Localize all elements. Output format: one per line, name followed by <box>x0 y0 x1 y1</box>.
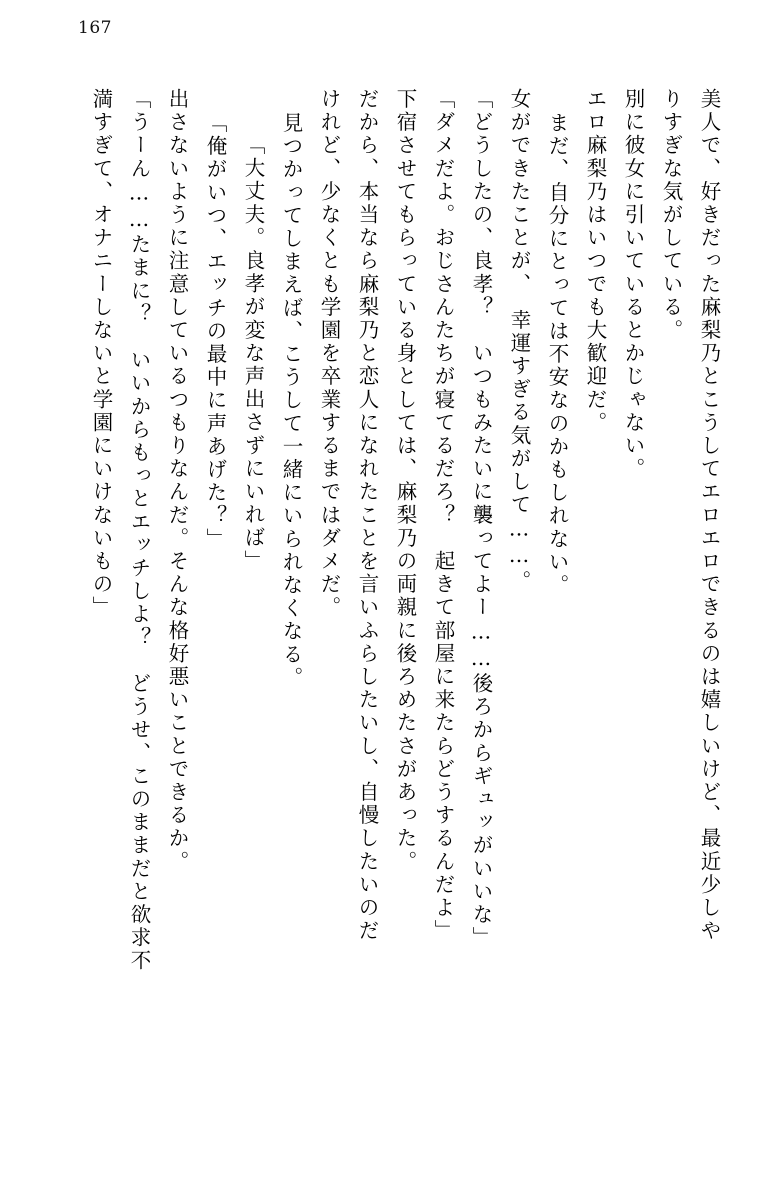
text-line: 満すぎて、オナニーしないと学園にいけないもの」 <box>89 88 113 620</box>
text-line: 「ダメだよ。おじさんたちが寝てるだろ？ 起きて部屋に来たらどうするんだよ」 <box>431 88 455 943</box>
vertical-text-body <box>44 88 728 1160</box>
text-line: 「大丈夫。良孝が変な声出さずにいれば」 <box>241 134 265 573</box>
text-line: 出さないように注意しているつもりなんだ。そんな格好悪いことできるか。 <box>165 88 189 874</box>
text-line: 「俺がいつ、エッチの最中に声あげた？」 <box>203 112 227 551</box>
text-line: りすぎな気がしている。 <box>659 88 683 343</box>
text-line: 「どうしたの、良孝？ いつもみたいに襲ってよー……後ろからギュッがいいな」 <box>469 88 493 950</box>
text-line: 女ができたことが、 幸運すぎる気がして……。 <box>507 88 531 593</box>
text-line: 見つかってしまえば、こうして一緒にいられなくなる。 <box>279 112 303 690</box>
text-line: 美人で、好きだった麻梨乃とこうしてエロエロできるのは嬉しいけど、最近少しや <box>697 88 721 943</box>
text-line: けれど、少なくとも学園を卒業するまではダメだ。 <box>317 88 341 620</box>
text-line: エロ麻梨乃はいつでも大歓迎だ。 <box>583 88 607 435</box>
text-line: 下宿させてもらっている身としては、麻梨乃の両親に後ろめたさがあった。 <box>393 88 417 874</box>
text-line: 「うーん……たまに？ いいからもっとエッチしよ？ どうせ、このままだと欲求不 <box>127 88 151 973</box>
page-number: 167 <box>78 18 112 38</box>
text-line: 別に彼女に引いているとかじゃない。 <box>621 88 645 481</box>
text-line: だから、本当なら麻梨乃と恋人になれたことを言いふらしたいし、自慢したいのだ <box>355 88 379 943</box>
text-line: まだ、自分にとっては不安なのかもしれない。 <box>545 112 569 598</box>
